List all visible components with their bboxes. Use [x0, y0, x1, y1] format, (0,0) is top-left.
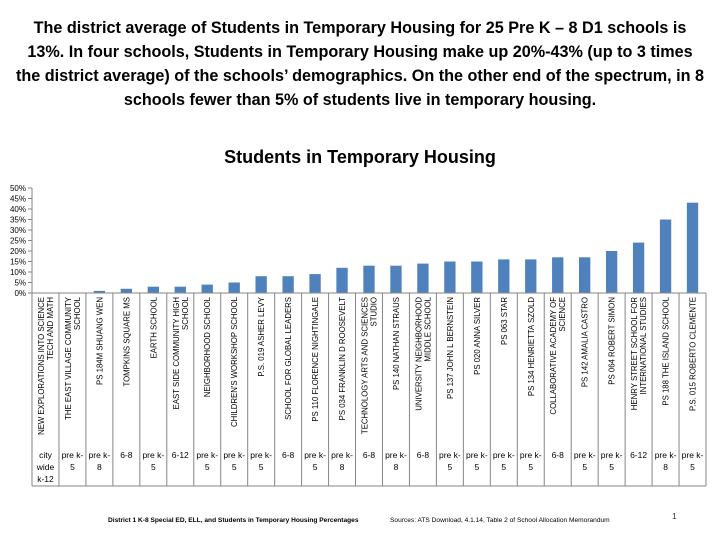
category-label-line: STUDIO [369, 297, 379, 327]
bar [606, 251, 617, 293]
bar [148, 287, 159, 293]
grade-label-line: 8 [663, 462, 668, 472]
category-label-line: CHILDREN'S WORKSHOP SCHOOL [230, 297, 240, 428]
grade-label [196, 450, 218, 472]
y-tick-label: 20% [9, 247, 26, 256]
grade-label-line: pre k- [465, 450, 488, 460]
category-label [630, 297, 648, 411]
grade-label-line: 6-8 [551, 450, 564, 460]
grade-label-line: k-12 [37, 474, 54, 484]
category-label-line: COLLABORATIVE ACADEMY OF [549, 297, 559, 415]
grade-label-line: 5 [150, 462, 156, 472]
grade-label [223, 450, 245, 472]
category-label [64, 296, 82, 420]
grade-label-line: pre k- [304, 450, 326, 460]
grade-label-line: 5 [231, 462, 237, 472]
grade-label-line: pre k- [142, 450, 165, 460]
grade-label [36, 450, 55, 484]
y-tick-label: 50% [9, 184, 26, 193]
category-label [284, 297, 293, 420]
grade-label-line: pre k- [519, 450, 542, 460]
grade-label-line: pre k- [196, 450, 219, 460]
grade-label [142, 450, 164, 472]
grade-label-line: pre k- [654, 450, 677, 460]
category-label-line: PS 188 THE ISLAND SCHOOL [661, 297, 671, 406]
category-label-line: PS 064 ROBERT SIMON [607, 297, 617, 385]
grade-label-line: 6-8 [416, 450, 430, 460]
category-label-line: PS 184M SHUANG WEN [95, 297, 105, 385]
grade-label-line: pre k- [331, 450, 353, 460]
category-label-line: PS 034 FRANKLIN D ROOSEVELT [338, 297, 348, 421]
bar [660, 220, 671, 294]
grade-label-line: 8 [393, 462, 399, 472]
grade-label-line: 5 [447, 462, 453, 472]
grade-label [493, 450, 515, 472]
grade-label [385, 450, 407, 472]
grade-label [520, 450, 542, 472]
grade-label-line: 5 [582, 462, 588, 472]
category-label-line: UNIVERSITY NEIGHBORHOOD [414, 297, 424, 411]
bar [175, 287, 186, 293]
chart-title: Students in Temporary Housing [224, 147, 496, 167]
category-label-line: P.S. 019 ASHER LEVY [257, 297, 267, 377]
y-tick-label: 10% [9, 268, 26, 277]
grade-label-line: 5 [609, 462, 615, 472]
grade-label-line: city [39, 450, 52, 460]
category-label [527, 297, 536, 396]
y-tick-label: 35% [9, 215, 26, 225]
grade-label-line: 6-8 [120, 450, 133, 460]
category-label [689, 297, 698, 411]
footer-right: Sources: ATS Download, 4.1.14, Table 2 of School Allocation Memorandum [390, 517, 610, 524]
grade-label [439, 450, 461, 472]
category-label [37, 297, 55, 435]
grade-label-line: 6-8 [362, 450, 376, 460]
grade-label [304, 450, 326, 472]
category-label-line: SCHOOL [72, 297, 82, 330]
category-label-line: EAST SIDE COMMUNITY HIGH [171, 297, 181, 410]
category-label [414, 296, 432, 410]
category-label-line: THE EAST VILLAGE COMMUNITY [63, 297, 73, 420]
grade-label [331, 450, 353, 472]
grade-label-line: 5 [501, 462, 507, 472]
category-label [172, 296, 190, 409]
grade-label [601, 450, 623, 472]
grade-label-line: 5 [258, 462, 264, 472]
grade-label-line: pre k- [250, 450, 273, 460]
grade-label-line: 6-12 [630, 450, 648, 460]
category-label-line: SCHOOL FOR GLOBAL LEADERS [284, 297, 294, 420]
category-label [473, 297, 482, 375]
bar [525, 259, 536, 293]
grade-label [682, 450, 704, 472]
category-label-line: INTERNATIONAL STUDIES [639, 297, 649, 395]
category-label-line: SCIENCE [558, 297, 568, 332]
bar [229, 283, 240, 294]
y-tick-label: 15% [9, 257, 26, 267]
bar [309, 274, 320, 293]
bar [552, 257, 563, 293]
category-label-line: NEW EXPLORATIONS INTO SCIENCE [36, 297, 46, 435]
grade-label-line: 8 [97, 462, 102, 472]
grade-label [120, 450, 133, 460]
bar [471, 262, 482, 294]
grade-label-line: 5 [204, 462, 210, 472]
category-label [257, 296, 266, 376]
grade-label [552, 450, 565, 460]
category-label [122, 297, 131, 387]
bar [498, 259, 509, 293]
category-label [149, 296, 158, 358]
grade-label-line: pre k- [681, 450, 704, 460]
category-label-line: SCHOOL [180, 297, 190, 330]
grade-label-line: 5 [690, 462, 695, 472]
category-label [662, 296, 671, 405]
category-label [338, 297, 347, 421]
y-tick-label: 25% [9, 236, 26, 246]
grade-label [655, 450, 677, 472]
y-tick-label: 0% [14, 289, 26, 298]
grade-label-line: 5 [528, 462, 534, 472]
headline: The district average of Students in Temporary Housing for 25 Pre K – 8 D1 schools is 13%. In four schools, Students in Temporary Housing make up 20%-43% (up to 3 times the district average) of the schools’ demographics. On the other end of the spectrum, in 8 schools fewer than 5% of students live in temporary housing. [15, 19, 705, 109]
category-label [581, 297, 590, 387]
grade-label-line: pre k- [492, 450, 515, 460]
grade-label-line: wide [36, 462, 55, 472]
category-label [392, 297, 401, 390]
bar [282, 276, 293, 293]
y-axis [10, 184, 32, 298]
category-label-line: PS 137 JOHN L BERNSTEIN [445, 297, 455, 399]
category-label-line: EARTH SCHOOL [149, 297, 159, 359]
bar [633, 243, 644, 293]
bar [202, 285, 213, 293]
grade-label-line: pre k- [573, 450, 596, 460]
category-label [95, 297, 104, 385]
grade-label [62, 450, 84, 472]
category-label-line: HENRY STREET SCHOOL FOR [630, 297, 640, 411]
category-label-line: PS 142 AMALIA CASTRO [580, 297, 590, 388]
page-number: 1 [672, 511, 677, 521]
grade-label-line: 8 [339, 462, 345, 472]
grade-label-line: pre k- [385, 450, 407, 460]
category-label-line: PS 110 FLORENCE NIGHTINGALE [311, 297, 321, 422]
grade-label [172, 450, 189, 460]
grade-label [466, 450, 488, 472]
category-label [311, 297, 320, 422]
category-label [549, 297, 567, 415]
category-label-line: TOMPKINS SQUARE MS [122, 297, 132, 387]
bar [255, 276, 266, 293]
y-tick-label: 30% [9, 226, 26, 235]
grade-label [630, 450, 647, 460]
bar [687, 203, 698, 293]
y-tick-label: 40% [9, 205, 26, 214]
category-label [230, 296, 239, 427]
y-tick-label: 5% [14, 278, 26, 288]
category-label-line: TECHNOLOGY ARTS AND SCIENCES [360, 297, 370, 435]
category-label [203, 296, 212, 397]
category-label-line: PS 020 ANNA SILVER [472, 297, 482, 375]
grade-label [363, 450, 376, 460]
y-tick-label: 45% [9, 194, 26, 204]
bar [363, 266, 374, 293]
footer-left: District 1 K-8 Special ED, ELL, and Students in Temporary Housing Percentages [108, 517, 359, 524]
category-label-line: PS 063 STAR [499, 297, 509, 345]
category-label-line: PS 134 HENRIETTA SZOLD [526, 297, 536, 397]
bar [417, 264, 428, 293]
bar [121, 289, 132, 293]
category-label-line: TECH AND MATH [45, 297, 55, 361]
bar [444, 262, 455, 294]
bar [390, 266, 401, 293]
grade-label-line: pre k- [61, 450, 84, 460]
category-label-line: NEIGHBORHOOD SCHOOL [203, 297, 213, 398]
category-label-line: P.S. 015 ROBERTO CLEMENTE [688, 297, 698, 411]
grade-label-line: 6-8 [281, 450, 295, 460]
grade-label [574, 450, 596, 472]
grade-label-line: 5 [312, 462, 318, 472]
grade-label-line: 5 [70, 462, 75, 472]
grade-label-line: pre k- [439, 450, 461, 460]
bars [94, 203, 698, 293]
grade-label [282, 450, 295, 460]
grade-label [250, 450, 272, 472]
bar [336, 268, 347, 293]
category-label-line: PS 140 NATHAN STRAUS [391, 297, 401, 391]
grade-label-line: 6-12 [171, 450, 189, 460]
grade-label [417, 450, 430, 460]
category-label [446, 297, 455, 399]
category-label [500, 297, 509, 345]
grade-label-line: 5 [474, 462, 480, 472]
bar [579, 257, 590, 293]
grade-label-line: pre k- [223, 450, 246, 460]
grade-label [89, 450, 111, 472]
category-label-line: MIDDLE SCHOOL [423, 297, 433, 362]
category-label [361, 297, 379, 434]
grade-label-line: pre k- [88, 450, 111, 460]
category-label [608, 297, 617, 385]
grade-label-line: pre k- [600, 450, 623, 460]
